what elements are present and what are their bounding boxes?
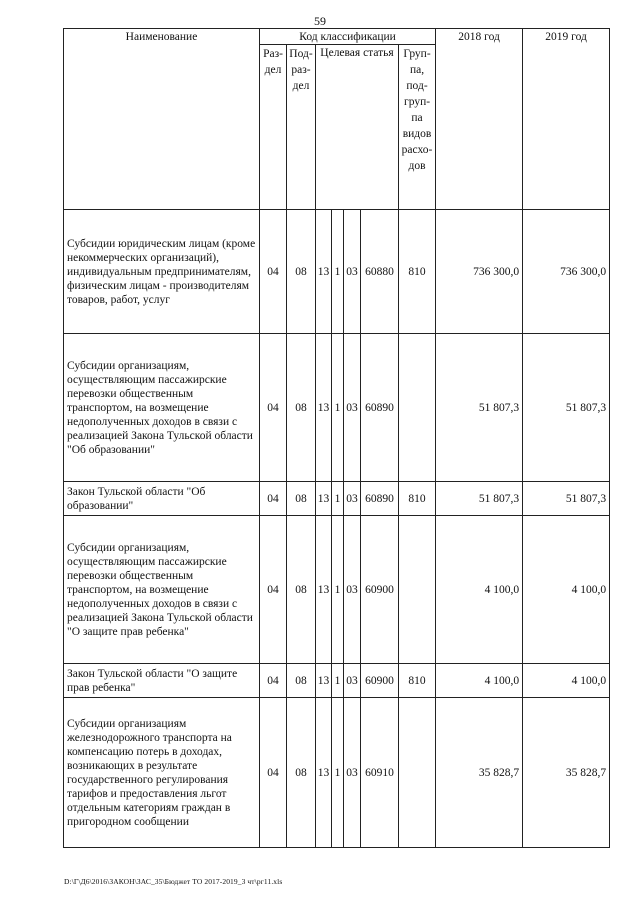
file-path-footer: D:\Г\Д6\2016\ЗАКОН\ЗАС_35\Бюджет ТО 2017-2019_3 чт\рг11.xls: [64, 877, 283, 886]
row-target-type: 1: [332, 664, 344, 698]
row-target-sub: 03: [344, 482, 361, 516]
row-target-sub: 03: [344, 698, 361, 848]
row-group: 810: [399, 482, 436, 516]
row-value-2019: 736 300,0: [523, 210, 610, 334]
table-row: [64, 334, 610, 482]
row-name: Субсидии организациям железнодорожного транспорта на компенсацию потерь в доходах, возникающих в результате государственного регулирования тарифов и предоставления льгот отдельным категориям граждан в пригородном сообщении: [64, 698, 260, 848]
row-name: Закон Тульской области "Об образовании": [64, 482, 260, 516]
row-value-2019: 51 807,3: [523, 482, 610, 516]
row-value-2019: 51 807,3: [523, 334, 610, 482]
row-target-direction: 60900: [361, 516, 399, 664]
row-target-program: 13: [316, 334, 332, 482]
header-year-2019: 2019 год: [523, 29, 610, 210]
row-value-2018: 4 100,0: [436, 664, 523, 698]
row-podrazdel: 08: [287, 334, 316, 482]
row-podrazdel: 08: [287, 664, 316, 698]
row-podrazdel: 08: [287, 516, 316, 664]
row-value-2018: 4 100,0: [436, 516, 523, 664]
header-name: Наименование: [64, 29, 260, 210]
row-razdel: 04: [260, 516, 287, 664]
row-target-sub: 03: [344, 516, 361, 664]
row-target-program: 13: [316, 698, 332, 848]
row-target-sub: 03: [344, 210, 361, 334]
row-value-2019: 35 828,7: [523, 698, 610, 848]
row-target-direction: 60890: [361, 334, 399, 482]
row-value-2019: 4 100,0: [523, 516, 610, 664]
table-row: [64, 664, 610, 698]
row-podrazdel: 08: [287, 698, 316, 848]
row-razdel: 04: [260, 210, 287, 334]
row-value-2018: 35 828,7: [436, 698, 523, 848]
row-target-type: 1: [332, 698, 344, 848]
row-podrazdel: 08: [287, 210, 316, 334]
table-row: [64, 698, 610, 848]
row-razdel: 04: [260, 334, 287, 482]
row-name: Субсидии организациям, осуществляющим пассажирские перевозки общественным транспортом, на возмещение недополученных доходов в связи с реализацией Закона Тульской области "О защите прав ребенка": [64, 516, 260, 664]
row-razdel: 04: [260, 664, 287, 698]
header-group: Груп- па, под- груп- па видов расхо- дов: [401, 48, 433, 172]
row-target-program: 13: [316, 516, 332, 664]
row-value-2019: 4 100,0: [523, 664, 610, 698]
row-podrazdel: 08: [287, 482, 316, 516]
row-target-program: 13: [316, 210, 332, 334]
budget-table: [63, 28, 610, 848]
row-target-program: 13: [316, 482, 332, 516]
row-target-direction: 60880: [361, 210, 399, 334]
header-target: Целевая статья: [316, 45, 399, 210]
table-row: [64, 482, 610, 516]
table-row: [64, 210, 610, 334]
row-name: Закон Тульской области "О защите прав ребенка": [64, 664, 260, 698]
row-target-direction: 60900: [361, 664, 399, 698]
row-target-sub: 03: [344, 664, 361, 698]
row-target-sub: 03: [344, 334, 361, 482]
row-group: 810: [399, 210, 436, 334]
row-name: Субсидии юридическим лицам (кроме некоммерческих организаций), индивидуальным предпринимателям, физическим лицам - производителям товаров, работ, услуг: [64, 210, 260, 334]
row-razdel: 04: [260, 698, 287, 848]
row-value-2018: 51 807,3: [436, 334, 523, 482]
header-year-2018: 2018 год: [436, 29, 523, 210]
header-podrazdel: Под- раз- дел: [289, 48, 313, 92]
row-target-direction: 60890: [361, 482, 399, 516]
table-row: [64, 516, 610, 664]
header-classification: Код классификации: [260, 29, 436, 45]
row-group: 810: [399, 664, 436, 698]
row-target-direction: 60910: [361, 698, 399, 848]
row-value-2018: 51 807,3: [436, 482, 523, 516]
row-group: [399, 334, 436, 482]
row-target-type: 1: [332, 334, 344, 482]
row-group: [399, 516, 436, 664]
row-target-type: 1: [332, 482, 344, 516]
header-razdel: Раз- дел: [263, 48, 283, 76]
row-value-2018: 736 300,0: [436, 210, 523, 334]
row-target-type: 1: [332, 210, 344, 334]
row-razdel: 04: [260, 482, 287, 516]
row-group: [399, 698, 436, 848]
row-target-program: 13: [316, 664, 332, 698]
page-number: 59: [314, 14, 326, 28]
row-name: Субсидии организациям, осуществляющим пассажирские перевозки общественным транспортом, на возмещение недополученных доходов в связи с реализацией Закона Тульской области "Об образовании": [64, 334, 260, 482]
row-target-type: 1: [332, 516, 344, 664]
